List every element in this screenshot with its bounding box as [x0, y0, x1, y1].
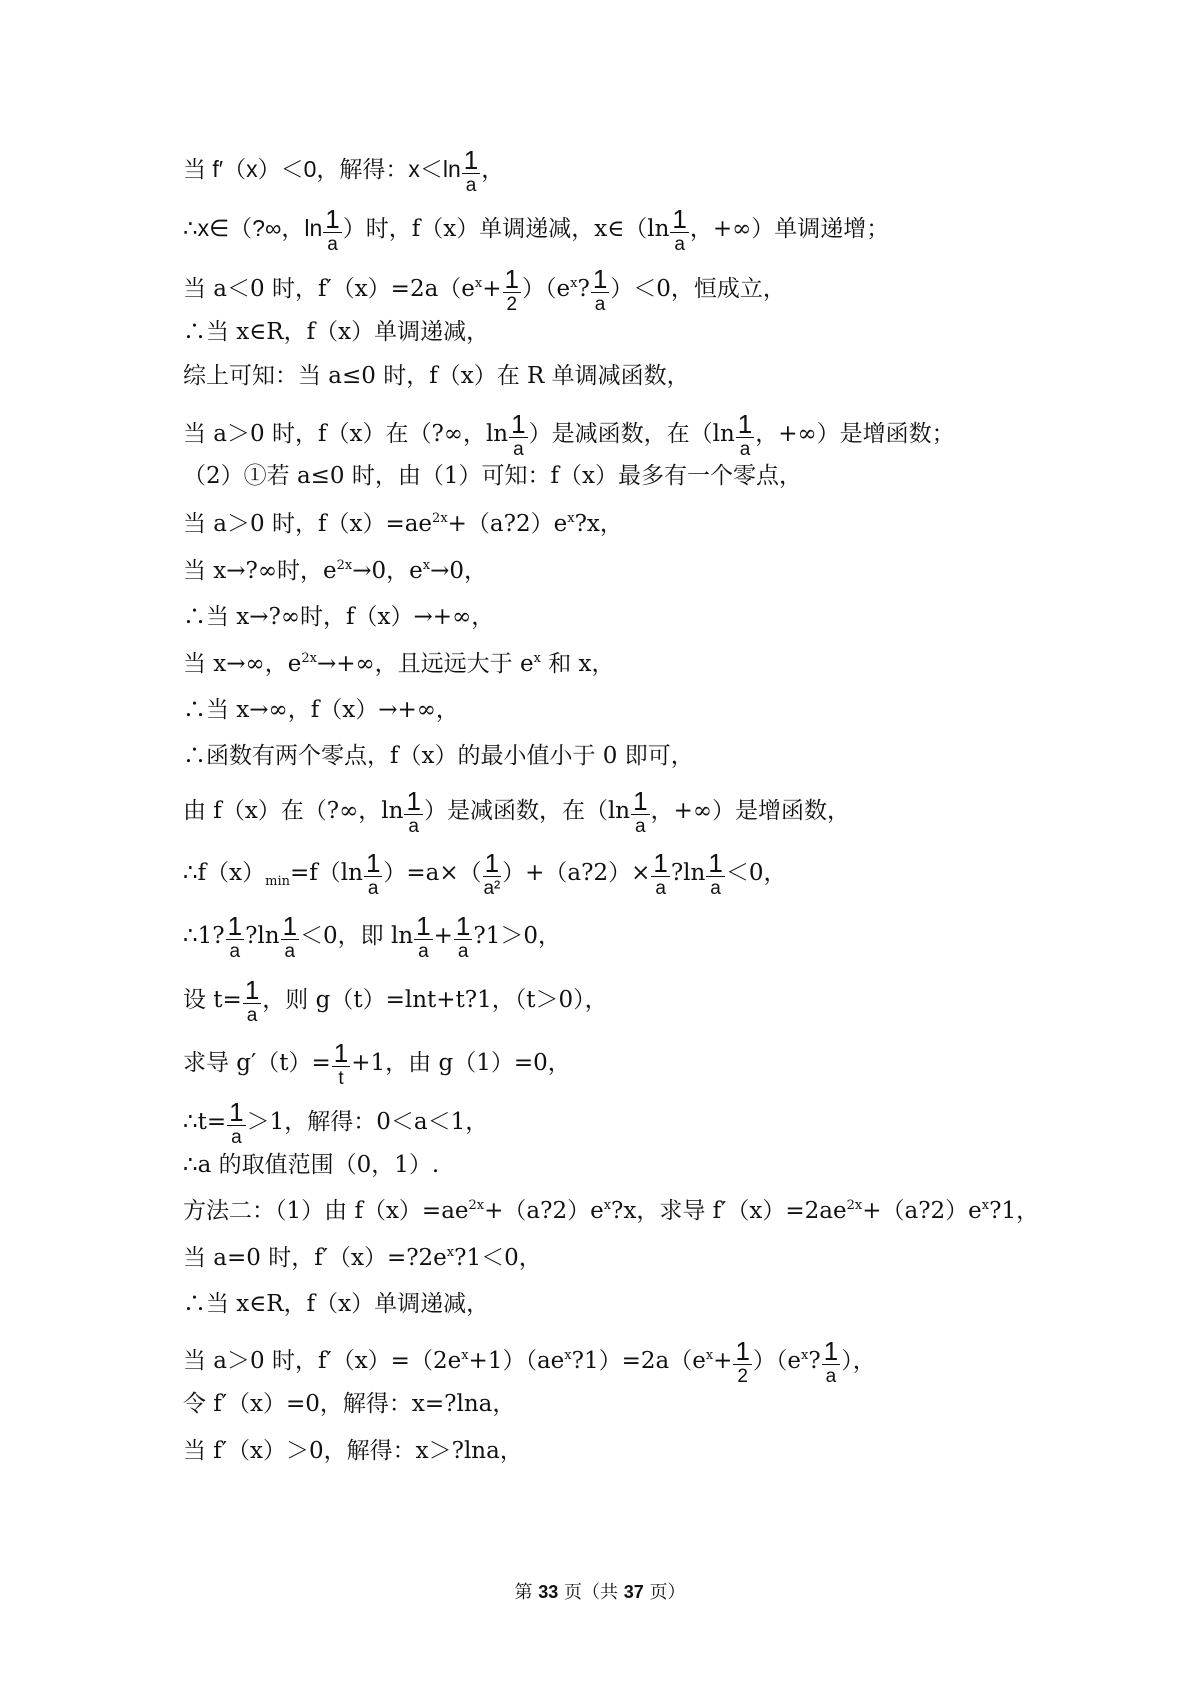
solution-line-13: ∴函数有两个零点，f（x）的最小值小于 0 即可，: [183, 743, 694, 769]
fraction: $\frac{1}{a}$: [511, 409, 526, 460]
fraction: $\frac{1}{a}$: [737, 409, 753, 460]
page-footer: 第 33 页（共 37 页）: [514, 1582, 686, 1603]
fraction: $\frac{1}{a}$: [325, 204, 340, 255]
solution-line-7: （2）①若 a≤0 时，由（1）可知：f（x）最多有一个零点，: [183, 463, 802, 489]
solution-line-14: 由 f（x）在（?∞，ln $\frac{1}{a}$ ）是减函数，在（ln $\frac{1}{a}$ ，+∞）是增函数，: [183, 786, 851, 837]
solution-line-12: ∴当 x→∞，f（x）→+∞，: [183, 697, 459, 723]
solution-line-10: ∴当 x→?∞时，f（x）→+∞，: [183, 604, 495, 630]
solution-line-19: ∴t= $\frac{1}{a}$ ＞1，解得：0＜a＜1，: [183, 1097, 489, 1148]
fraction: $\frac{1}{a}$: [365, 848, 381, 899]
solution-line-25: 令 f′（x）=0，解得：x=?lna，: [183, 1391, 516, 1417]
fraction: $\frac{1}{a}$: [227, 911, 243, 962]
solution-line-11: 当 x→∞，$e^{2x}\to+\infty$，且远远大于 $e^x$ 和 x，: [183, 651, 615, 677]
solution-line-1: 当 f′（x）＜0，解得：x＜ln $\frac{1}{a}$ ，: [183, 145, 505, 196]
solution-line-9: 当 x→?∞时，$e^{2x}\to 0$，$e^x\to 0$，: [183, 558, 488, 584]
fraction: $\frac{1}{a}$: [229, 1097, 244, 1148]
fraction: $\frac{1}{a}$: [653, 848, 668, 899]
solution-line-5: 综上可知：当 a≤0 时，f（x）在 R 单调减函数，: [183, 363, 690, 389]
fraction: $\frac{1}{a}$: [463, 145, 479, 196]
fraction: $\frac{1}{a}$: [823, 1336, 839, 1387]
fraction: $\frac{1}{2}$: [504, 264, 519, 315]
fraction: $\frac{1}{a}$: [416, 911, 431, 962]
solution-line-2: ∴x∈（?∞，ln $\frac{1}{a}$ ）时，f（x）单调递减，x∈（ln $\frac{1}{a}$ ，+∞）单调递增；: [183, 204, 890, 255]
solution-line-24: 当 a＞0 时，$f'(x)=(2e^x+1)(ae^x?1)=2a(e^x+$ $\frac{1}{2}$ ）（$e^x$? $\frac{1}{a}$ ），: [183, 1336, 876, 1387]
fraction: $\frac{1}{a}$: [633, 786, 648, 837]
page-number: 33: [538, 1582, 559, 1602]
solution-line-4: ∴当 x∈R，f（x）单调递减，: [183, 319, 490, 345]
solution-line-6: 当 a＞0 时，f（x）在（?∞，ln $\frac{1}{a}$ ）是减函数，在（ln $\frac{1}{a}$ ，+∞）是增函数；: [183, 409, 955, 460]
fraction: $\frac{1}{a}$: [455, 911, 471, 962]
solution-line-18: 求导 g′（t）= $\frac{1}{t}$ +1，由 g（1）=0，: [183, 1038, 571, 1089]
fraction: $\frac{1}{\text{a²}}$: [483, 848, 501, 899]
fraction: $\frac{1}{2}$: [735, 1336, 750, 1387]
solution-line-23: ∴当 x∈R，f（x）单调递减，: [183, 1291, 490, 1317]
solution-line-20: ∴a 的取值范围（0，1）.: [183, 1152, 440, 1178]
solution-line-22: 当 a=0 时，$f'(x)=?2e^x?1<0$，: [183, 1245, 542, 1271]
solution-line-21: 方法二：（1）由 $f(x)=ae^{2x}+(a?2)e^x?x$，求导 $f'(x)=2ae^{2x}+(a?2)e^x?1$，: [183, 1198, 1040, 1224]
total-pages: 37: [623, 1582, 644, 1602]
fraction: $\frac{1}{t}$: [333, 1038, 349, 1089]
solution-line-17: 设 t= $\frac{1}{a}$ ，则 g（t）=lnt+t?1，（t＞0），: [183, 975, 608, 1026]
solution-line-26: 当 f′（x）＞0，解得：x＞?lna，: [183, 1438, 523, 1464]
solution-line-8: 当 a＞0 时，$f(x)=ae^{2x}+(a?2)e^x?x$，: [183, 511, 623, 537]
solution-line-3: 当 a＜0 时，$f'(x)=2a(e^x+$ $\frac{1}{2}$ ）（$e^x$? $\frac{1}{a}$ ）＜0，恒成立，: [183, 264, 786, 315]
fraction: $\frac{1}{a}$: [592, 264, 608, 315]
fraction: $\frac{1}{a}$: [672, 204, 687, 255]
solution-line-15: $\therefore f(x)_{min}=f(\ln$ $\frac{1}{a}$ ）=a×（ $\frac{1}{\text{a²}}$ ）+（a?2）× $\frac{1}{a}$ ?ln $\frac{1}{a}$ ＜0，: [183, 848, 787, 899]
solution-line-16: ∴1? $\frac{1}{a}$ ?ln $\frac{1}{a}$ ＜0，即 ln $\frac{1}{a}$ + $\frac{1}{a}$ ?1＞0，: [183, 911, 561, 962]
fraction: $\frac{1}{a}$: [406, 786, 421, 837]
fraction: $\frac{1}{a}$: [282, 911, 298, 962]
fraction: $\frac{1}{a}$: [244, 975, 260, 1026]
fraction: $\frac{1}{a}$: [708, 848, 723, 899]
